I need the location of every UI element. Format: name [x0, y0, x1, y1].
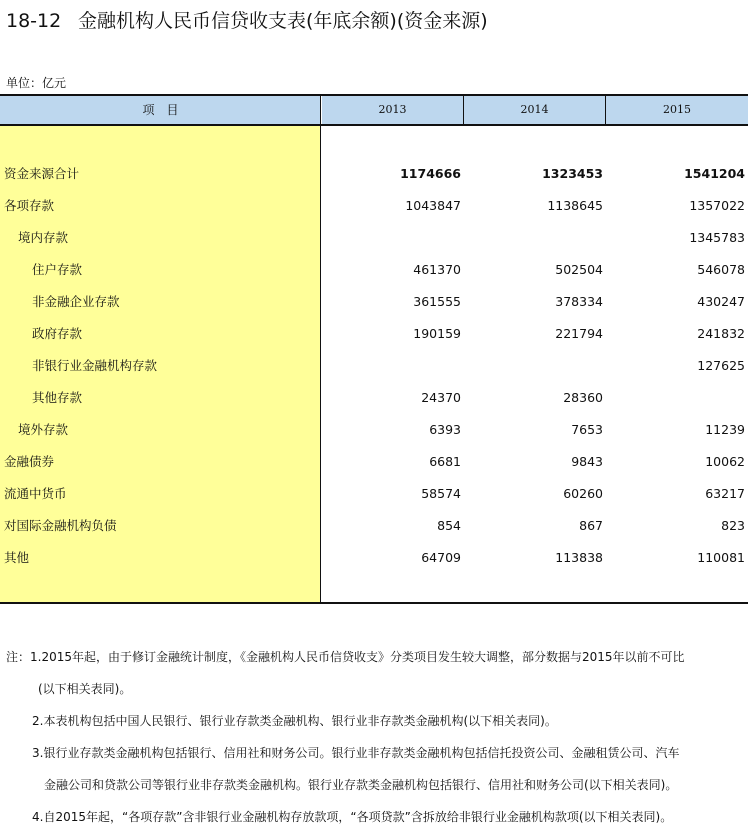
header-year-2015: 2015: [606, 96, 748, 124]
table-bottom-rule: [0, 602, 748, 604]
cell-2014: 1138645: [547, 198, 603, 213]
cell-2014: 1323453: [542, 166, 603, 181]
cell-2013: 6681: [429, 454, 461, 469]
cell-2013: 361555: [413, 294, 461, 309]
cell-2015: 430247: [697, 294, 745, 309]
row-label: 资金来源合计: [4, 166, 80, 181]
cell-2013: 1174666: [400, 166, 461, 181]
row-label: 流通中货币: [4, 486, 67, 501]
row-label: 其他存款: [32, 390, 83, 405]
page-title: [6, 6, 488, 33]
header-item: 项 目: [0, 96, 321, 124]
data-table: [0, 94, 748, 604]
cell-2015: 241832: [697, 326, 745, 341]
row-label: 政府存款: [32, 326, 83, 341]
cell-2014: 221794: [555, 326, 603, 341]
row-label: 非银行业金融机构存款: [32, 358, 158, 373]
cell-2013: 190159: [413, 326, 461, 341]
table-row: [0, 446, 748, 478]
header-bottom-rule: [0, 124, 748, 126]
cell-2015: 1541204: [684, 166, 745, 181]
row-label: 境内存款: [18, 230, 69, 245]
column-divider: [463, 94, 464, 125]
cell-2015: 63217: [705, 486, 745, 501]
footnote-1: 注：1.2015年起，由于修订金融统计制度，《金融机构人民币信贷收支》分类项目发生较大调整，部分数据与2015年以前不可比: [6, 650, 685, 664]
table-row: [0, 510, 748, 542]
cell-2014: 113838: [555, 550, 603, 565]
footnote-3-continued: 金融公司和贷款公司等银行业非存款类金融机构。银行业存款类金融机构包括银行、信用社和财务公司(以下相关表同)。: [44, 778, 678, 792]
table-row: [0, 414, 748, 446]
table-row: [0, 478, 748, 510]
cell-2014: 502504: [555, 262, 603, 277]
cell-2013: 461370: [413, 262, 461, 277]
table-title: 金融机构人民币信贷收支表(年底余额)(资金来源): [78, 10, 488, 32]
cell-2014: 9843: [571, 454, 603, 469]
table-row: [0, 222, 748, 254]
cell-2015: 110081: [697, 550, 745, 565]
header-year-2014: 2014: [464, 96, 605, 124]
footnote-3: 3.银行业存款类金融机构包括银行、信用社和财务公司。银行业非存款类金融机构包括信托投资公司、金融租赁公司、汽车: [32, 746, 680, 760]
row-label: 对国际金融机构负债: [4, 518, 117, 533]
cell-2013: 24370: [421, 390, 461, 405]
table-row: [0, 286, 748, 318]
header-year-2013: 2013: [322, 96, 463, 124]
cell-2015: 546078: [697, 262, 745, 277]
footnote-1-continued: (以下相关表同)。: [38, 682, 132, 696]
cell-2015: 1357022: [689, 198, 745, 213]
table-row: [0, 190, 748, 222]
table-number: 18-12: [6, 10, 62, 32]
cell-2013: 64709: [421, 550, 461, 565]
cell-2013: 58574: [421, 486, 461, 501]
table-row: [0, 350, 748, 382]
cell-2014: 867: [579, 518, 603, 533]
table-row: [0, 318, 748, 350]
footnote-4: 4.自2015年起，“各项存款”含非银行业金融机构存放款项，“各项贷款”含拆放给非银行业金融机构款项(以下相关表同)。: [32, 810, 673, 824]
footnote-2: 2.本表机构包括中国人民银行、银行业存款类金融机构、银行业非存款类金融机构(以下相关表同)。: [32, 714, 557, 728]
unit-label: 单位：亿元: [6, 76, 67, 90]
column-divider: [605, 94, 606, 125]
cell-2013: 854: [437, 518, 461, 533]
table-row: [0, 158, 748, 190]
cell-2014: 378334: [555, 294, 603, 309]
row-label: 金融债券: [4, 454, 55, 469]
row-label: 非金融企业存款: [32, 294, 120, 309]
cell-2014: 7653: [571, 422, 603, 437]
row-label: 住户存款: [32, 262, 83, 277]
table-row: [0, 382, 748, 414]
cell-2015: 11239: [705, 422, 745, 437]
row-label: 各项存款: [4, 198, 55, 213]
cell-2015: 10062: [705, 454, 745, 469]
row-label: 其他: [4, 550, 30, 565]
cell-2015: 823: [721, 518, 745, 533]
cell-2014: 28360: [563, 390, 603, 405]
table-row: [0, 542, 748, 574]
cell-2015: 1345783: [689, 230, 745, 245]
cell-2013: 6393: [429, 422, 461, 437]
table-row: [0, 254, 748, 286]
cell-2014: 60260: [563, 486, 603, 501]
cell-2015: 127625: [697, 358, 745, 373]
cell-2013: 1043847: [405, 198, 461, 213]
table-top-rule: [0, 94, 748, 96]
row-label: 境外存款: [18, 422, 69, 437]
